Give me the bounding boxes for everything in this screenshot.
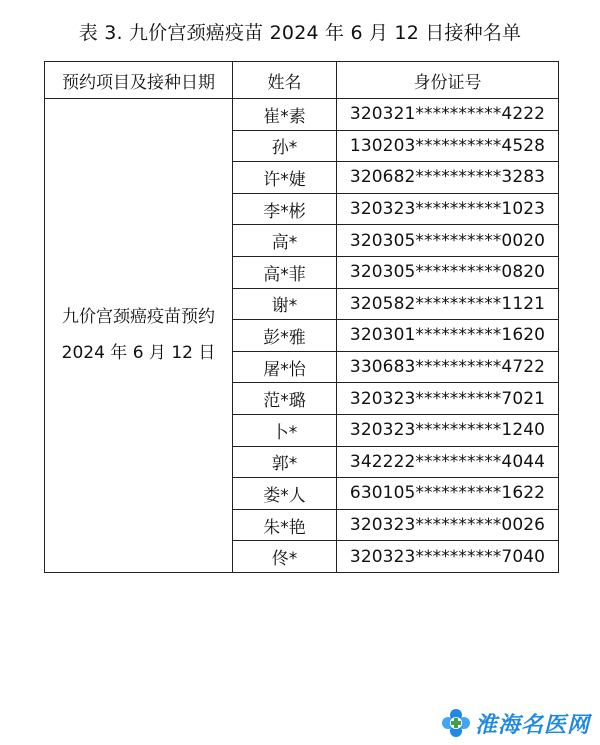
id-number: 320582**********1121 (337, 288, 559, 320)
blue-flower-cross-icon (441, 708, 471, 738)
id-number: 320323**********7021 (337, 383, 559, 415)
id-number: 320305**********0020 (337, 225, 559, 257)
id-number: 320682**********3283 (337, 162, 559, 194)
id-number: 342222**********4044 (337, 446, 559, 478)
project-date-cell (45, 99, 233, 573)
person-name: 高*菲 (233, 256, 337, 288)
id-number: 320321**********4222 (337, 99, 559, 131)
person-name: 郭* (233, 446, 337, 478)
watermark (441, 707, 590, 739)
person-name: 范*璐 (233, 383, 337, 415)
id-number: 320323**********0026 (337, 509, 559, 541)
person-name: 屠*怡 (233, 351, 337, 383)
id-number: 320305**********0820 (337, 256, 559, 288)
person-name: 李*彬 (233, 193, 337, 225)
table-body (45, 99, 559, 573)
id-number: 320323**********7040 (337, 541, 559, 573)
table-header-row (45, 62, 559, 99)
project-name: 九价宫颈癌疫苗预约 (62, 307, 215, 328)
project-date: 2024 年 6 月 12 日 (61, 343, 216, 364)
watermark-text: 淮海名医网 (474, 711, 590, 738)
id-number: 330683**********4722 (337, 351, 559, 383)
id-number: 320323**********1023 (337, 193, 559, 225)
person-name: 高* (233, 225, 337, 257)
header-id-number: 身份证号 (337, 62, 559, 99)
page-title: 表 3. 九价宫颈癌疫苗 2024 年 6 月 12 日接种名单 (78, 22, 522, 44)
person-name: 许*婕 (233, 162, 337, 194)
id-number: 630105**********1622 (337, 478, 559, 510)
person-name: 谢* (233, 288, 337, 320)
person-name: 彭*雅 (233, 320, 337, 352)
person-name: 卜* (233, 414, 337, 446)
id-number: 320301**********1620 (337, 320, 559, 352)
person-name: 娄*人 (233, 478, 337, 510)
table-row (45, 99, 559, 131)
header-name: 姓名 (233, 62, 337, 99)
person-name: 朱*艳 (233, 509, 337, 541)
id-number: 130203**********4528 (337, 130, 559, 162)
id-number: 320323**********1240 (337, 414, 559, 446)
vaccination-roster-table (44, 61, 559, 573)
header-project-date: 预约项目及接种日期 (45, 62, 233, 99)
person-name: 崔*素 (233, 99, 337, 131)
person-name: 孙* (233, 130, 337, 162)
person-name: 佟* (233, 541, 337, 573)
